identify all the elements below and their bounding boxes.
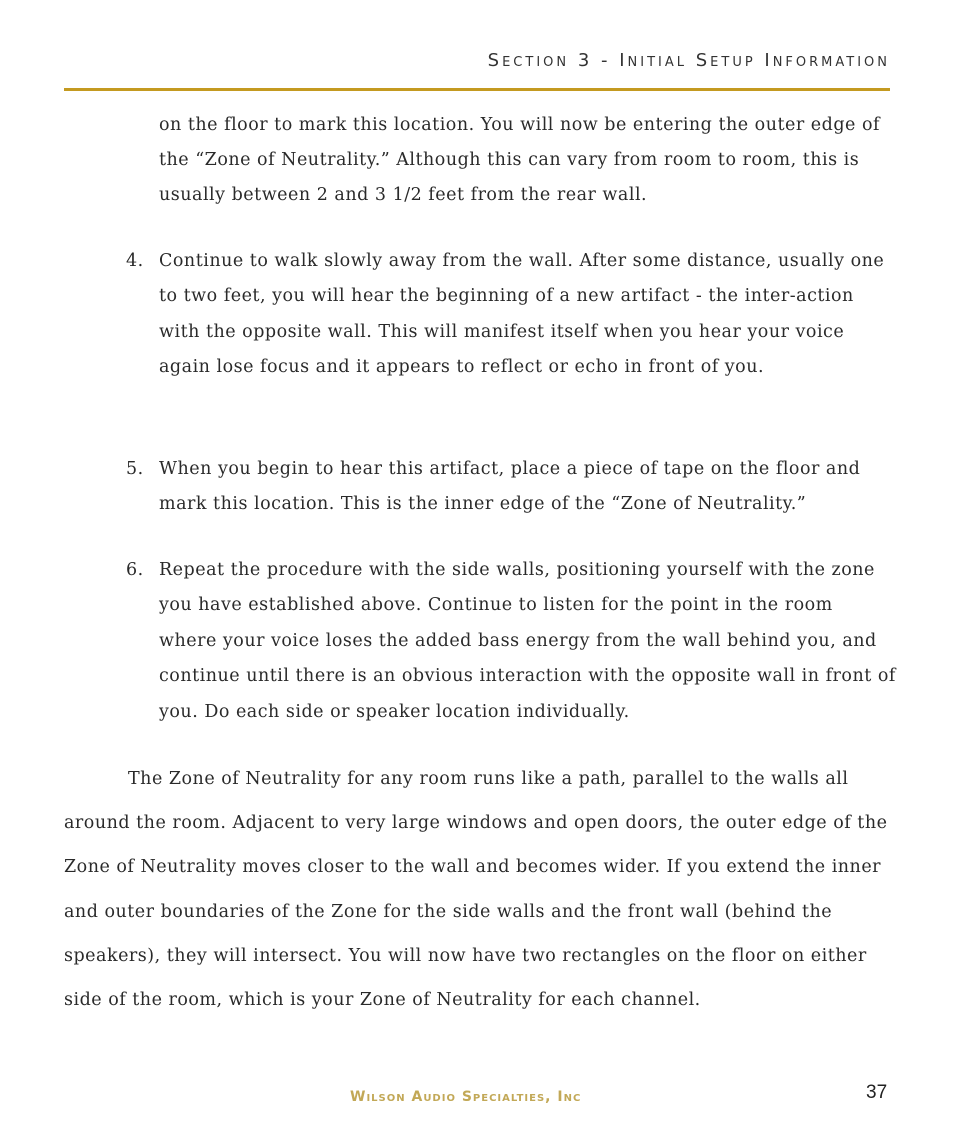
continuation-paragraph: on the floor to mark this location. You will now be entering the outer edge of the “Zone of Neutrality.” Although this can vary from room to room, this is usually between 2 and 3 1/2 feet from the rear wall. (159, 115, 880, 205)
step-text: Continue to walk slowly away from the wall. After some distance, usually one to two feet, you will hear the beginning of a new artifact - the inter-action with the opposite wall. This will manifest itself when you hear your voice again lose focus and it appears to reflect or echo in front of you. (159, 251, 885, 378)
header-rule (64, 88, 890, 91)
step-item-4 (126, 244, 896, 386)
footer-brand: Wilson Audio Specialties, Inc (350, 1089, 582, 1105)
body-paragraph: The Zone of Neutrality for any room runs like a path, parallel to the walls all around the room. Adjacent to very large windows and open doors, the outer edge of the Zone of Neutrality moves closer to the wall and becomes wider. If you extend the inner and outer boundaries of the Zone for the side walls and the front wall (behind the speakers), they will intersect. You will now have two rectangles on the floor on either side of the room, which is your Zone of Neutrality for each channel. (64, 769, 888, 1011)
step-item-5 (126, 452, 896, 523)
section-header: Section 3 - Initial Setup Information (487, 50, 890, 71)
step-number: 6. (126, 560, 144, 580)
step-number: 5. (126, 459, 144, 479)
page-number: 37 (866, 1082, 888, 1103)
step-text: Repeat the procedure with the side walls, positioning yourself with the zone you have established above. Continue to listen for the point in the room where your voice loses the added bass energy from the wall behind you, and continue until there is an obvious interaction with the opposite wall in front of you. Do each side or speaker location individually. (159, 560, 896, 722)
step-item-6 (126, 553, 896, 730)
step-number: 4. (126, 251, 144, 271)
step-text: When you begin to hear this artifact, place a piece of tape on the floor and mark this location. This is the inner edge of the “Zone of Neutrality.” (159, 459, 861, 515)
